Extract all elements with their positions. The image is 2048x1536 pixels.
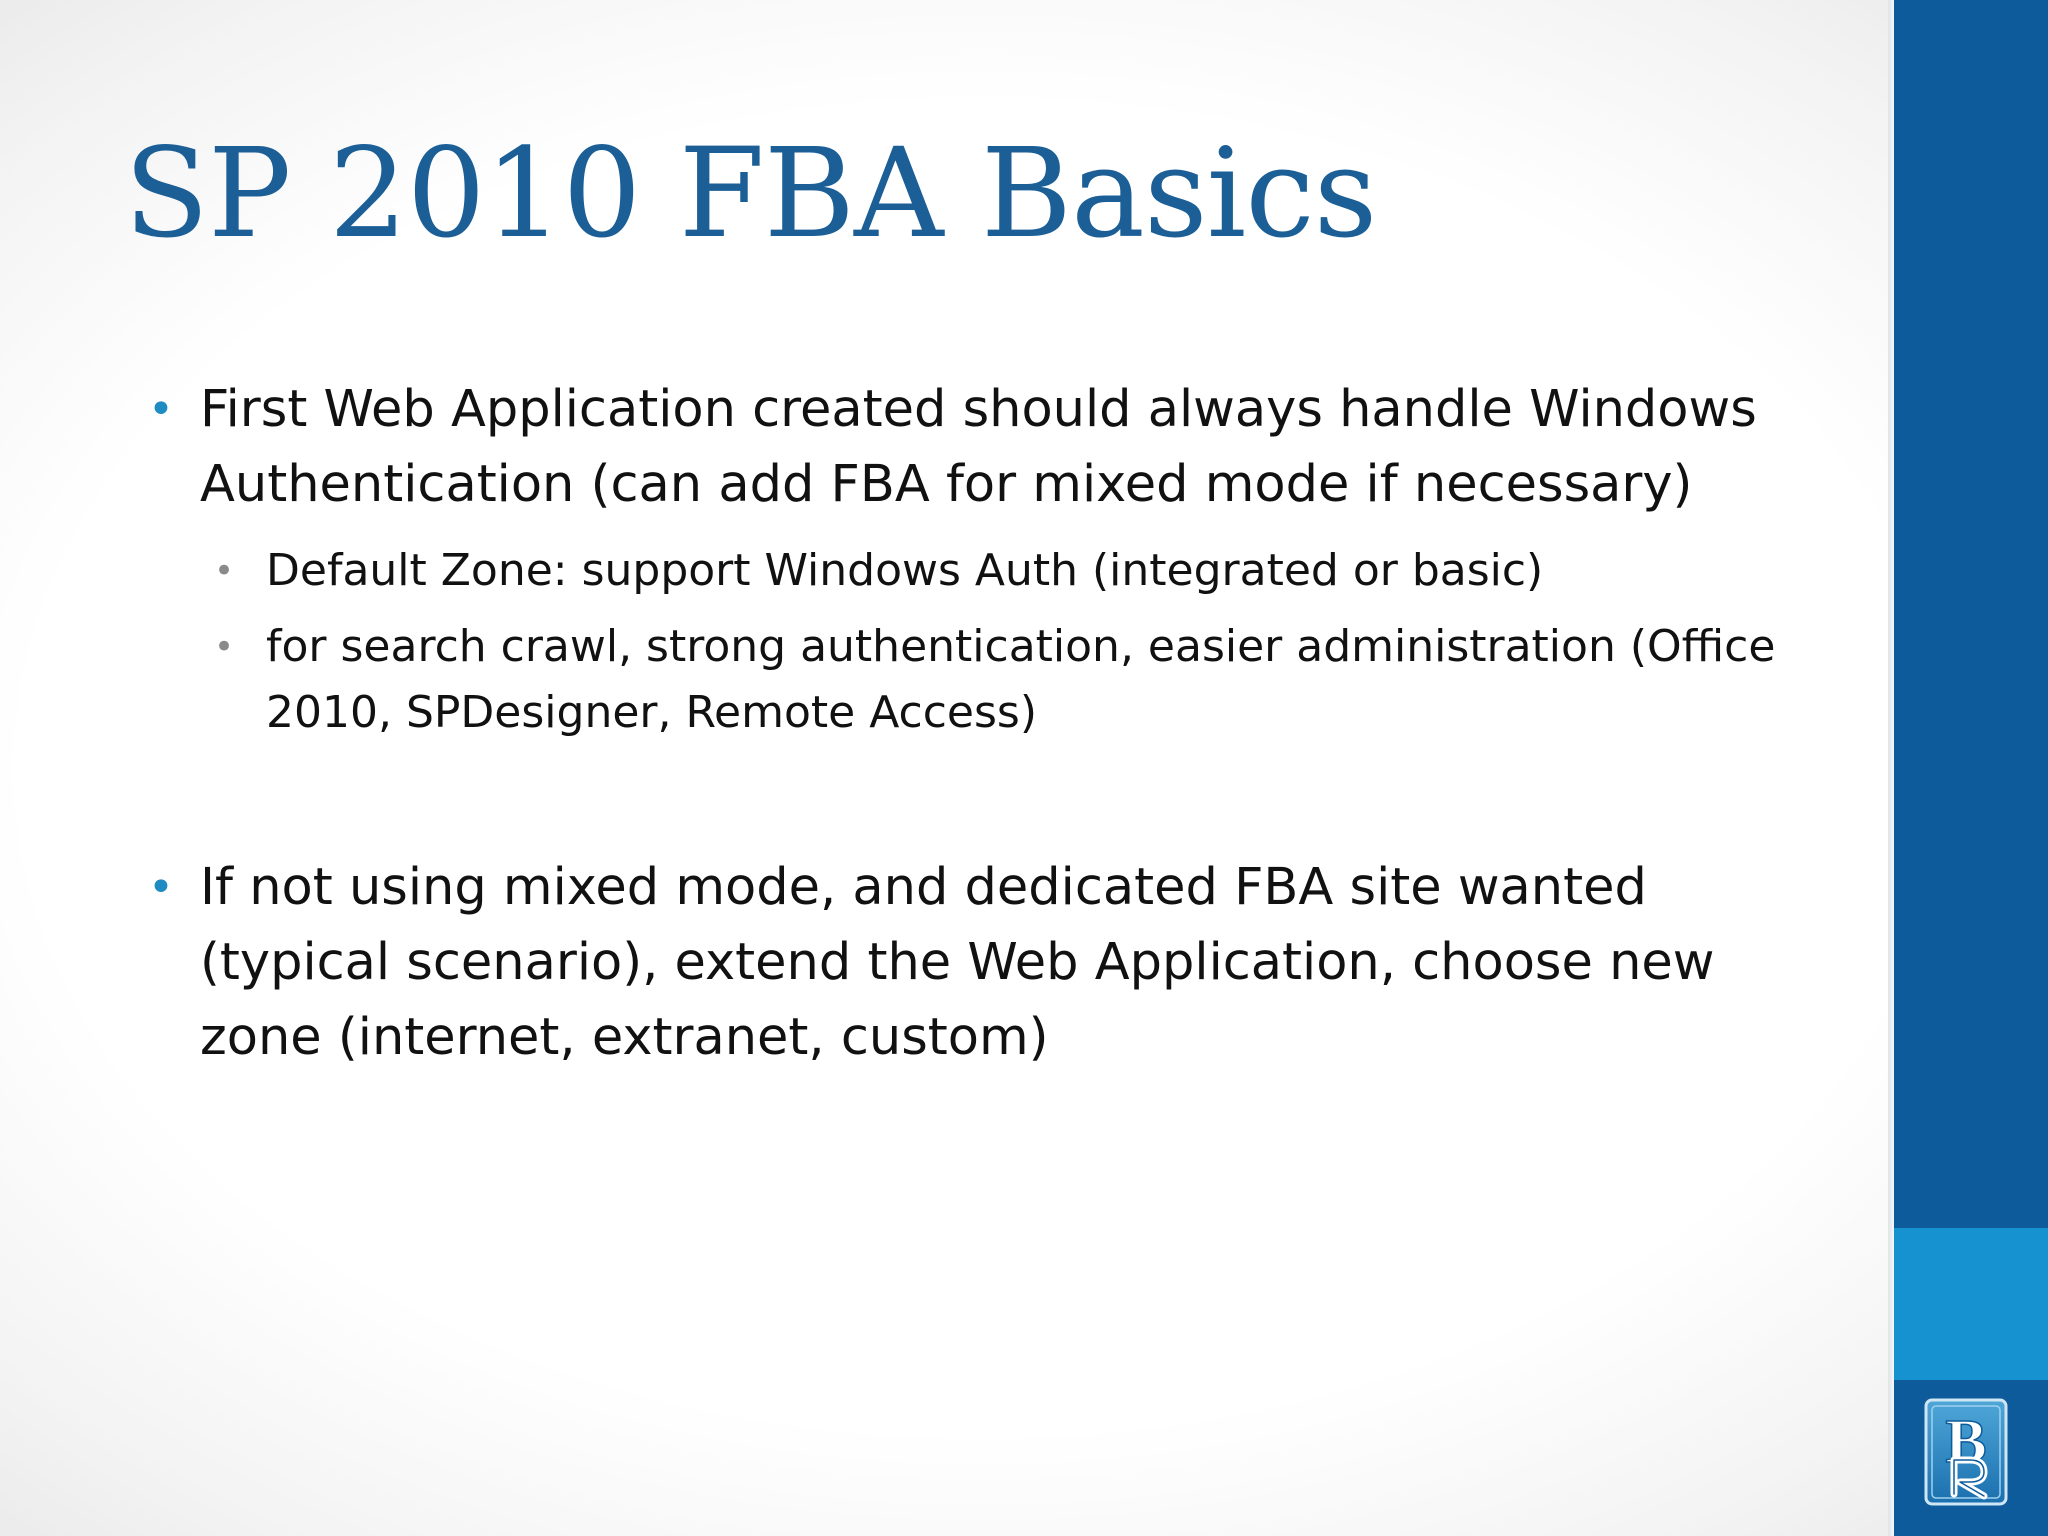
bullet-item bbox=[148, 850, 1788, 1075]
sub-bullet-text: for search crawl, strong authentication, easier administration (Office 2010, SPDesigner, Remote Access) bbox=[266, 621, 1776, 738]
sub-bullet-text: Default Zone: support Windows Auth (integrated or basic) bbox=[266, 545, 1544, 596]
sub-bullet-item bbox=[214, 614, 1788, 746]
sidebar-dark-band bbox=[1894, 0, 2048, 1228]
bullet-text: First Web Application created should always handle Windows Authentication (can add FBA for mixed mode if necessary) bbox=[200, 380, 1757, 514]
slide-title: SP 2010 FBA Basics bbox=[124, 122, 1377, 266]
sidebar-light-band bbox=[1894, 1228, 2048, 1380]
slide-content bbox=[148, 372, 1788, 1075]
sub-bullet-dot-icon: • bbox=[214, 551, 235, 591]
bullet-text: If not using mixed mode, and dedicated FBA site wanted (typical scenario), extend the Web Application, choose new zone (internet, extranet, custom) bbox=[200, 858, 1715, 1067]
sub-bullet-dot-icon: • bbox=[214, 627, 235, 667]
bullet-item bbox=[148, 372, 1788, 522]
bullet-dot-icon: • bbox=[148, 862, 174, 913]
bullet-dot-icon: • bbox=[148, 384, 174, 435]
logo-letter: B bbox=[1945, 1408, 1987, 1476]
sub-bullet-item bbox=[214, 538, 1788, 604]
rb-logo-icon bbox=[1924, 1398, 2008, 1506]
